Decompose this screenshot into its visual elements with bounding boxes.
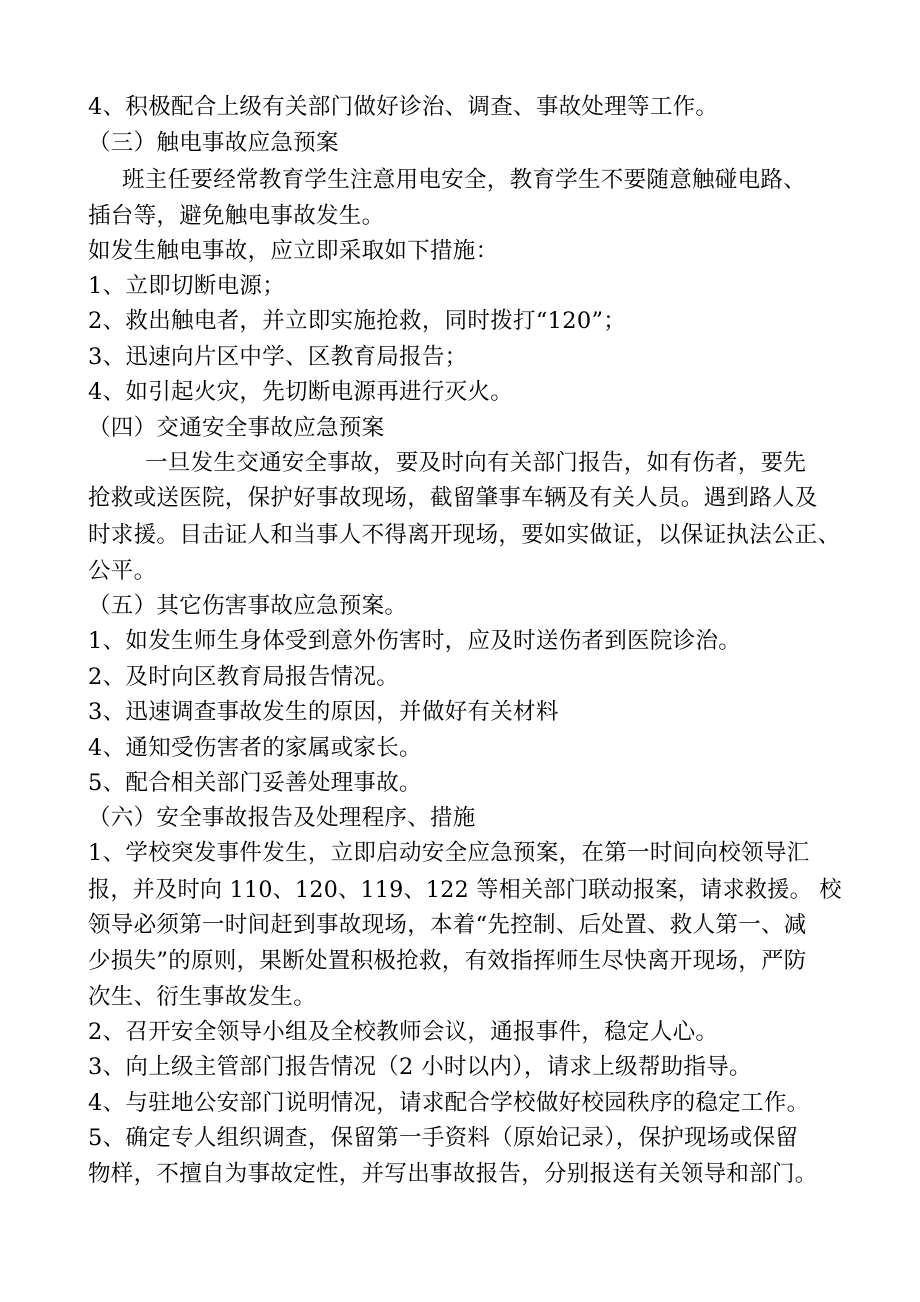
text-line: 4、通知受伤害者的家属或家长。 <box>88 735 422 761</box>
section-heading-6: （六）安全事故报告及处理程序、措施 <box>88 805 476 831</box>
text-line: 次生、衍生事故发生。 <box>88 984 317 1010</box>
text-line: 3、迅速向片区中学、区教育局报告； <box>88 344 468 370</box>
text-line: 物样，不擅自为事故定性，并写出事故报告，分别报送有关领导和部门。 <box>88 1161 818 1187</box>
text-line: 少损失”的原则，果断处置积极抢救，有效指挥师生尽快离开现场，严防 <box>88 948 807 974</box>
text-line: 领导必须第一时间赶到事故现场，本着“先控制、后处置、救人第一、减 <box>88 912 807 938</box>
text-line: 4、与驻地公安部门说明情况，请求配合学校做好校园秩序的稳定工作。 <box>88 1090 810 1116</box>
text-line: 时求援。目击证人和当事人不得离开现场，要如实做证，以保证执法公正、 <box>88 522 841 548</box>
text-line: 4、如引起火灾，先切断电源再进行灭火。 <box>88 379 514 405</box>
text-line: 一旦发生交通安全事故，要及时向有关部门报告，如有伤者，要先 <box>145 450 807 476</box>
text-line: 报，并及时向 110、120、119、122 等相关部门联动报案，请求救援。 校 <box>88 877 842 903</box>
text-line: 插台等，避免触电事故发生。 <box>88 203 385 229</box>
section-heading-3: （三）触电事故应急预案 <box>88 130 339 156</box>
text-line: 2、救出触电者，并立即实施抢救，同时拨打“120”； <box>88 308 627 334</box>
text-line: 1、学校突发事件发生，立即启动安全应急预案，在第一时间向校领导汇 <box>88 840 810 866</box>
text-line: 公平。 <box>88 558 157 584</box>
text-line: 3、迅速调查事故发生的原因，并做好有关材料 <box>88 699 559 725</box>
section-heading-4: （四）交通安全事故应急预案 <box>88 415 385 441</box>
text-line: 2、召开安全领导小组及全校教师会议，通报事件，稳定人心。 <box>88 1019 719 1045</box>
text-line: 抢救或送医院，保护好事故现场，截留肇事车辆及有关人员。遇到路人及 <box>88 485 818 511</box>
text-line: 如发生触电事故，应立即采取如下措施： <box>88 238 499 264</box>
text-line: 5、确定专人组织调查，保留第一手资料（原始记录），保护现场或保留 <box>88 1125 799 1151</box>
text-line: 1、立即切断电源； <box>88 273 286 299</box>
text-line: 4、积极配合上级有关部门做好诊治、调查、事故处理等工作。 <box>88 94 719 120</box>
text-line: 2、及时向区教育局报告情况。 <box>88 664 400 690</box>
text-line: 3、向上级主管部门报告情况（2 小时以内），请求上级帮助指导。 <box>88 1054 752 1080</box>
section-heading-5: （五）其它伤害事故应急预案。 <box>88 593 408 619</box>
text-line: 班主任要经常教育学生注意用电安全，教育学生不要随意触碰电路、 <box>122 167 807 193</box>
text-line: 1、如发生师生身体受到意外伤害时，应及时送伤者到医院诊治。 <box>88 628 742 654</box>
text-line: 5、配合相关部门妥善处理事故。 <box>88 770 422 796</box>
